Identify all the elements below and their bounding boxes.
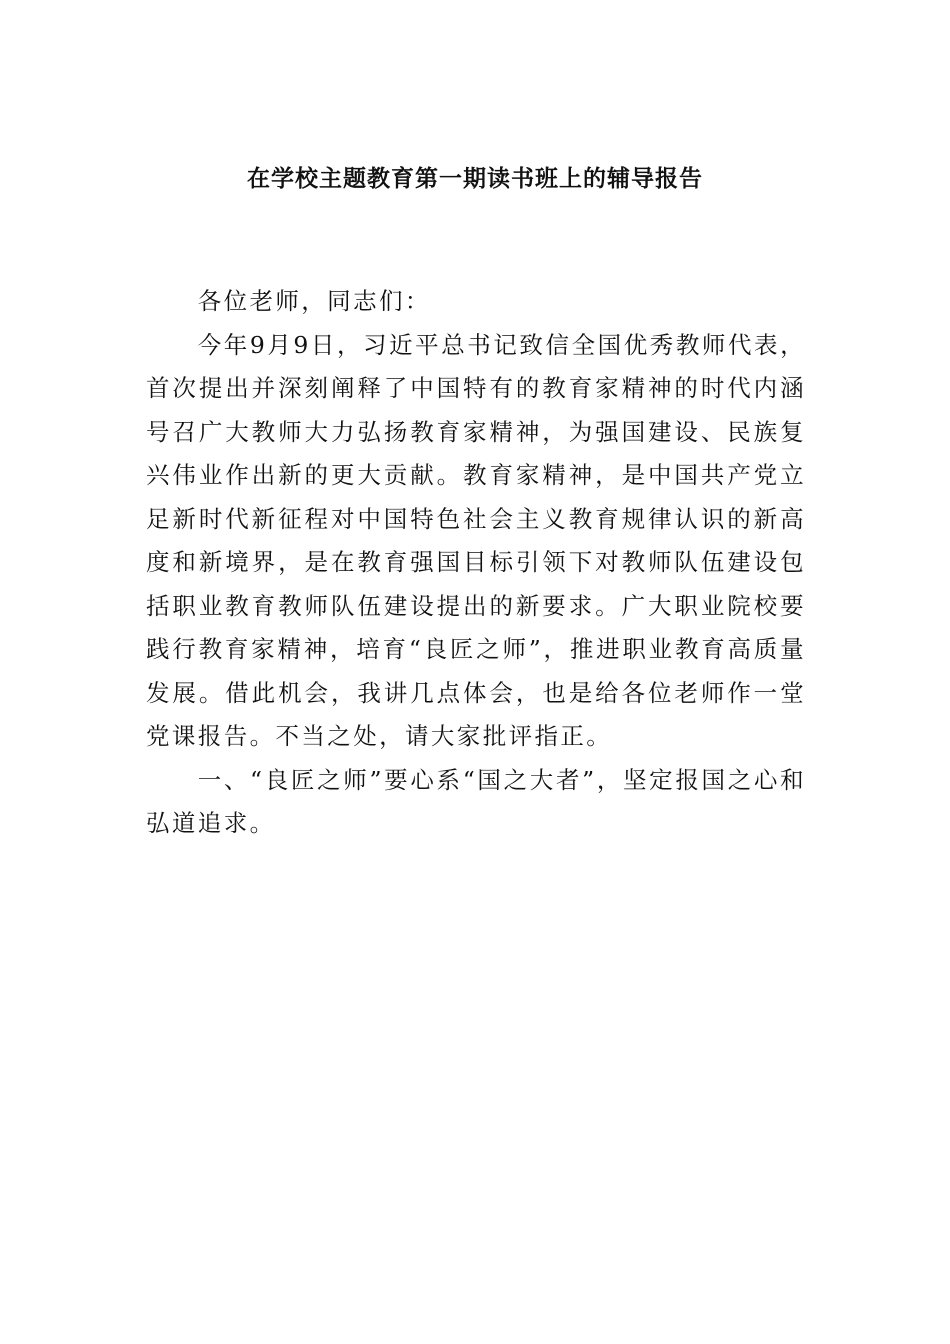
section-heading-paragraph: 一、“良匠之师”要心系“国之大者”，坚定报国之心和弘道追求。 — [146, 765, 806, 837]
salutation-paragraph: 各位老师，同志们： — [197, 287, 431, 315]
body-paragraph: 今年9月9日，习近平总书记致信全国优秀教师代表，首次提出并深刻阐释了中国特有的教育家精神的时代内涵号召广大教师大力弘扬教育家精神，为强国建设、民族复兴伟业作出新的更大贡献。教育家精神，是中国共产党立足新时代新征程对中国特色社会主义教育规律认识的新高度和新境界，是在教育强国目标引领下对教师队伍建设包括职业教育教师队伍建设提出的新要求。广大职业院校要践行教育家精神，培育“良匠之师”，推进职业教育高质量发展。借此机会，我讲几点体会，也是给各位老师作一堂党课报告。不当之处，请大家批评指正。 — [146, 330, 806, 750]
document-title: 在学校主题教育第一期读书班上的辅导报告 — [247, 165, 703, 192]
document-body — [146, 280, 806, 846]
